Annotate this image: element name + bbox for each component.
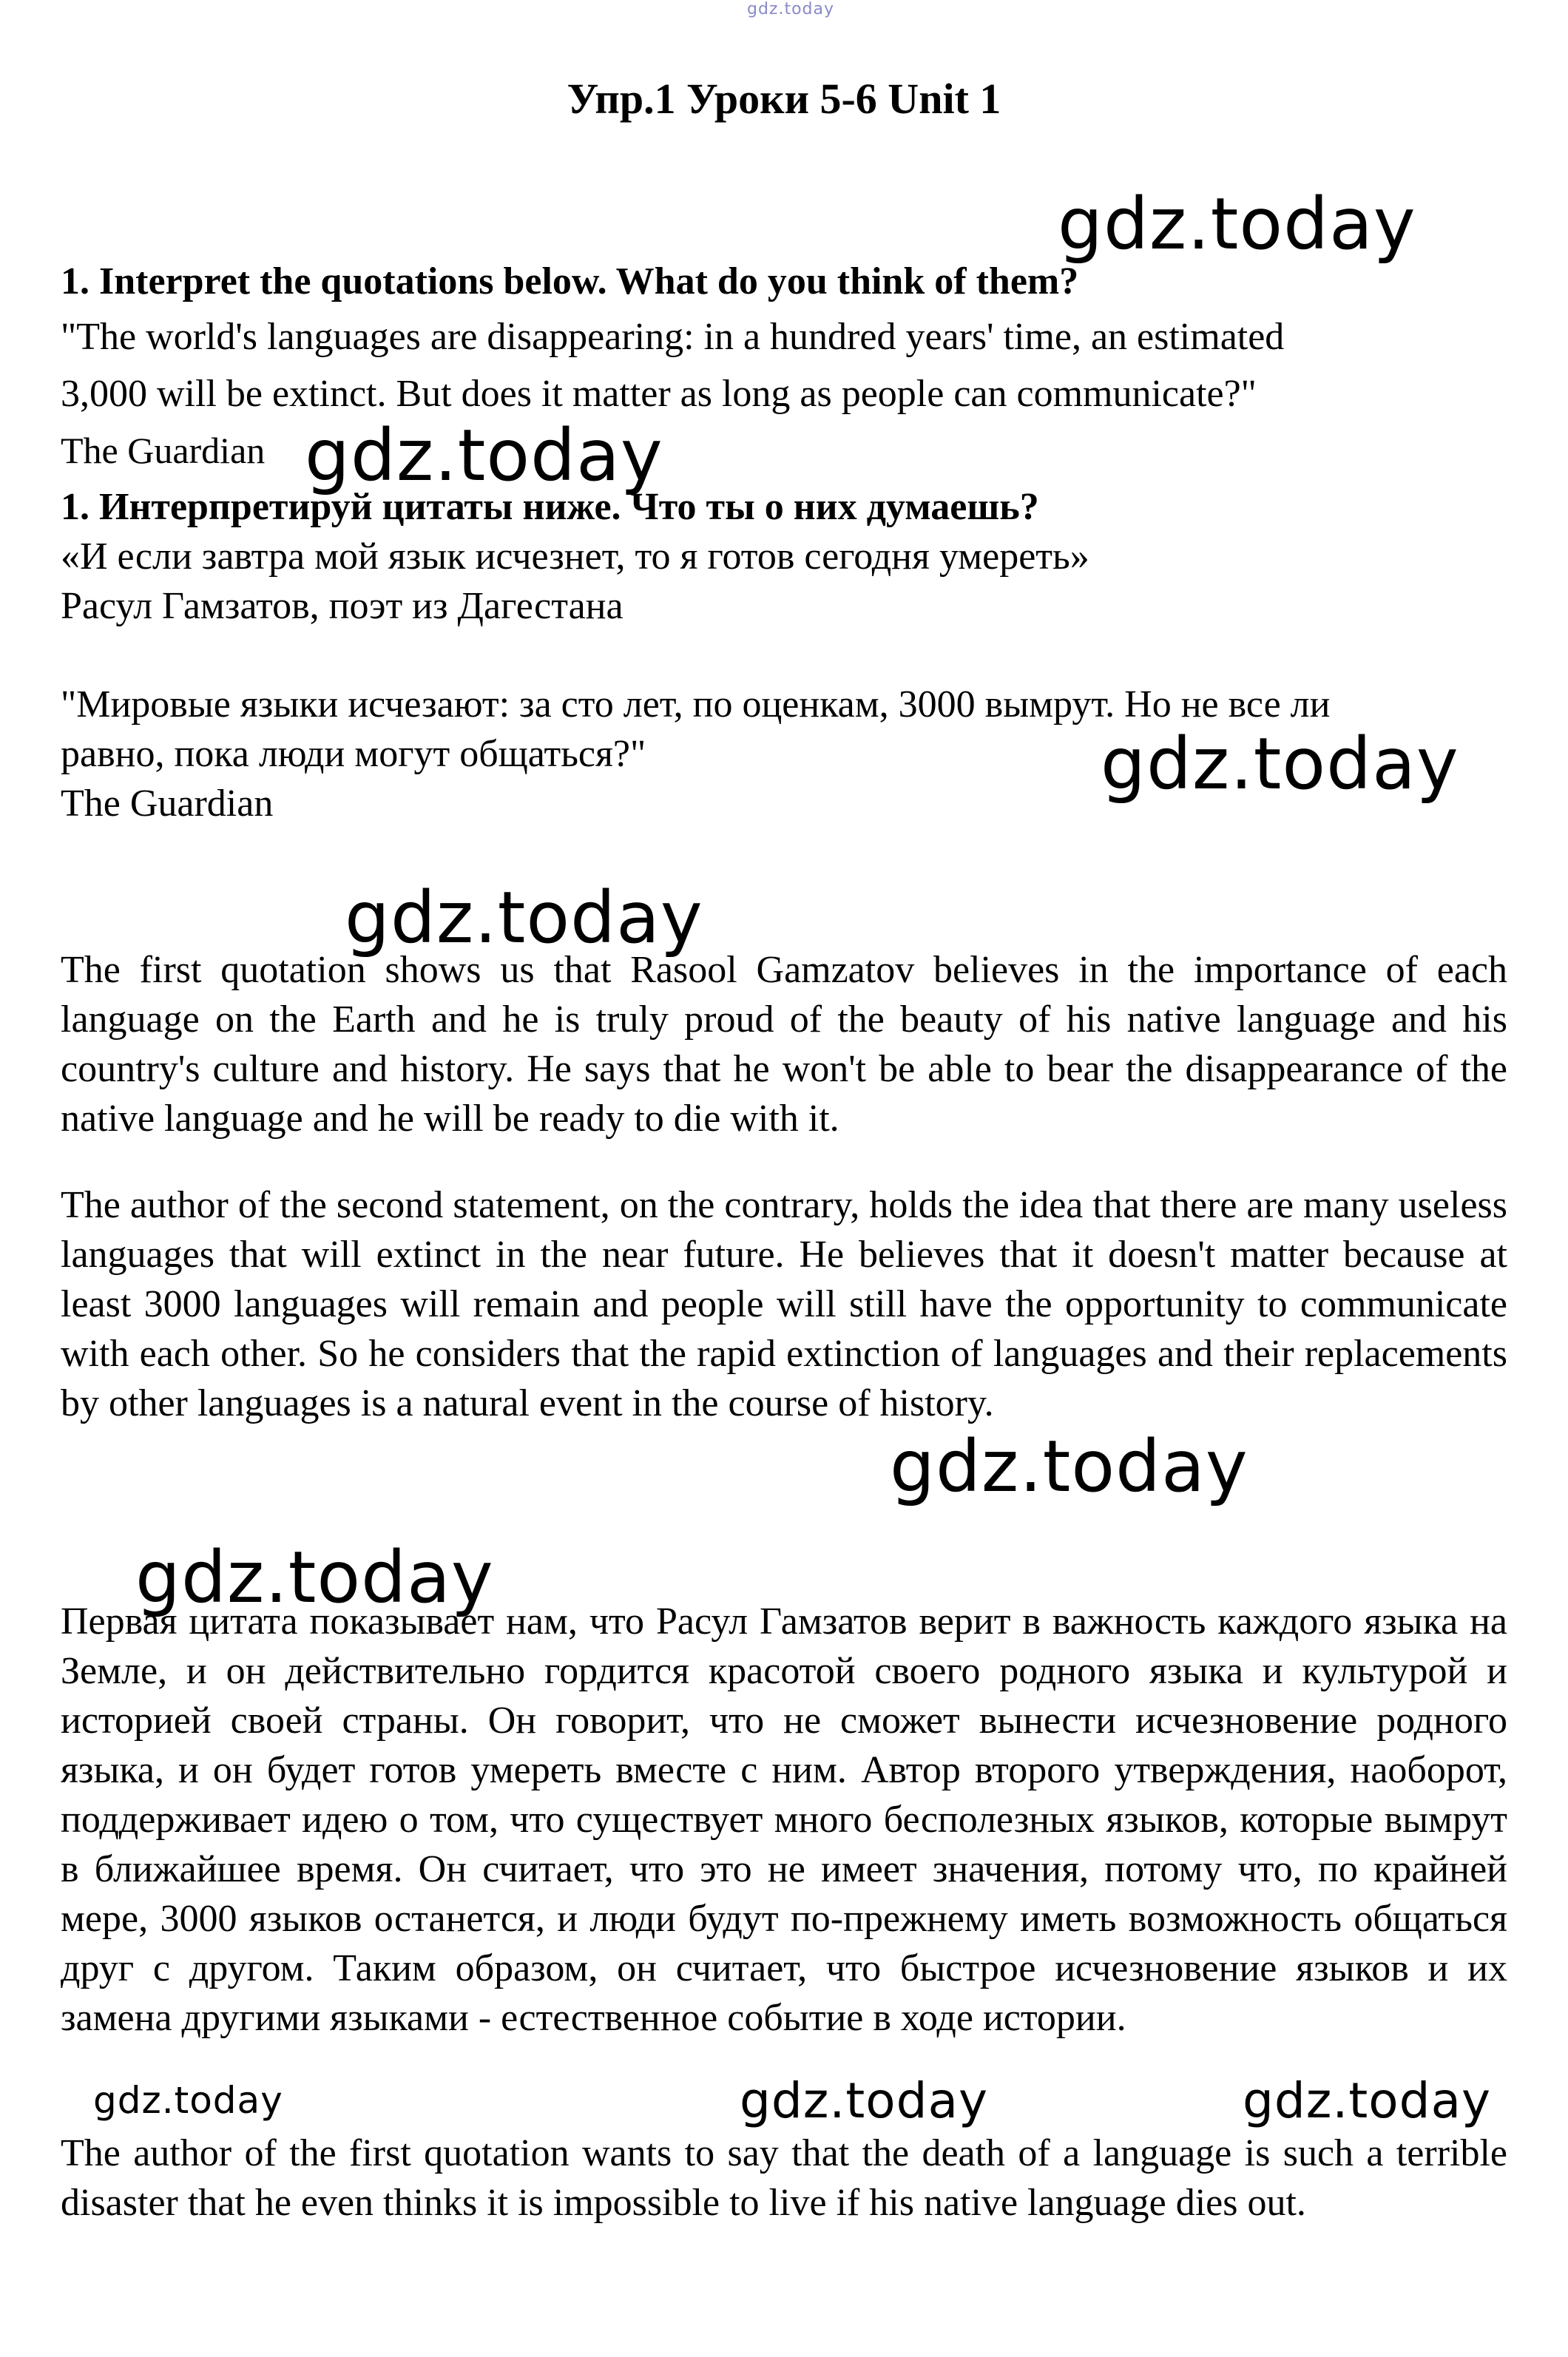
watermark: gdz.today bbox=[93, 2079, 283, 2122]
answer-paragraph-en-2: The author of the second statement, on the contrary, holds the idea that there are many useless languages that will extinct in the near future. He believes that it doesn't matter because at least 3000 languages will remain and people will still have the opportunity to communicate with each other. So he considers that the rapid extinction of languages and their replacements by other languages is a natural event in the course of history. bbox=[61, 1184, 1507, 1424]
watermark: gdz.today bbox=[1101, 723, 1459, 805]
quote-source: The Guardian bbox=[61, 430, 266, 471]
quote-line: «И если завтра мой язык исчезнет, то я готов сегодня умереть» bbox=[61, 535, 1089, 578]
quote-author: Расул Гамзатов, поэт из Дагестана bbox=[61, 585, 624, 627]
answer-paragraph-en-final: The author of the first quotation wants to say that the death of a language is such a terrible disaster that he even thinks it is impossible to live if his native language dies out. bbox=[61, 2132, 1507, 2224]
watermark: gdz.today bbox=[890, 1425, 1248, 1508]
watermark: gdz.today bbox=[1243, 2072, 1492, 2129]
task-heading-en: 1. Interpret the quotations below. What do you think of them? bbox=[61, 260, 1079, 302]
watermark: gdz.today bbox=[135, 1536, 494, 1619]
quote-source: The Guardian bbox=[61, 782, 274, 825]
quote-line: "The world's languages are disappearing: in a hundred years' time, an estimated bbox=[61, 316, 1285, 358]
watermark: gdz.today bbox=[345, 876, 703, 959]
watermark: gdz.today bbox=[740, 2072, 989, 2129]
task-heading-ru: 1. Интерпретируй цитаты ниже. Что ты о них думаешь? bbox=[61, 486, 1039, 528]
watermark-tiny: gdz.today bbox=[747, 0, 835, 18]
quote-line: равно, пока люди могут общаться?" bbox=[61, 733, 646, 775]
answer-paragraph-en-1: The first quotation shows us that Rasool Gamzatov believes in the importance of each language on the Earth and he is truly proud of the beauty of his native language and his country's culture and history. He says that he won't be able to bear the disappearance of the native language and he will be ready to die with it. bbox=[61, 949, 1507, 1140]
page-title: Упр.1 Уроки 5-6 Unit 1 bbox=[567, 75, 1001, 123]
quote-line: "Мировые языки исчезают: за сто лет, по оценкам, 3000 вымрут. Но не все ли bbox=[61, 683, 1331, 726]
watermark: gdz.today bbox=[305, 414, 663, 497]
quote-line: 3,000 will be extinct. But does it matter as long as people can communicate?" bbox=[61, 373, 1257, 415]
answer-paragraph-ru: Первая цитата показывает нам, что Расул Гамзатов верит в важность каждого языка на Земле, и он действительно гордится красотой своего родного языка и культурой и историей своей страны. Он говорит, что не сможет вынести исчезновение родного языка, и он будет готов умереть вместе с ним. Автор второго утверждения, наоборот, поддерживает идею о том, что существует много бесполезных языков, которые вымрут в ближайшее время. Он считает, что это не имеет значения, потому что, по крайней мере, 3000 языков останется, и люди будут по-прежнему иметь возможность общаться друг с другом. Таким образом, он считает, что быстрое исчезновение языков и их замена другими языками - естественное событие в ходе истории. bbox=[61, 1600, 1507, 2039]
watermark: gdz.today bbox=[1058, 183, 1416, 266]
